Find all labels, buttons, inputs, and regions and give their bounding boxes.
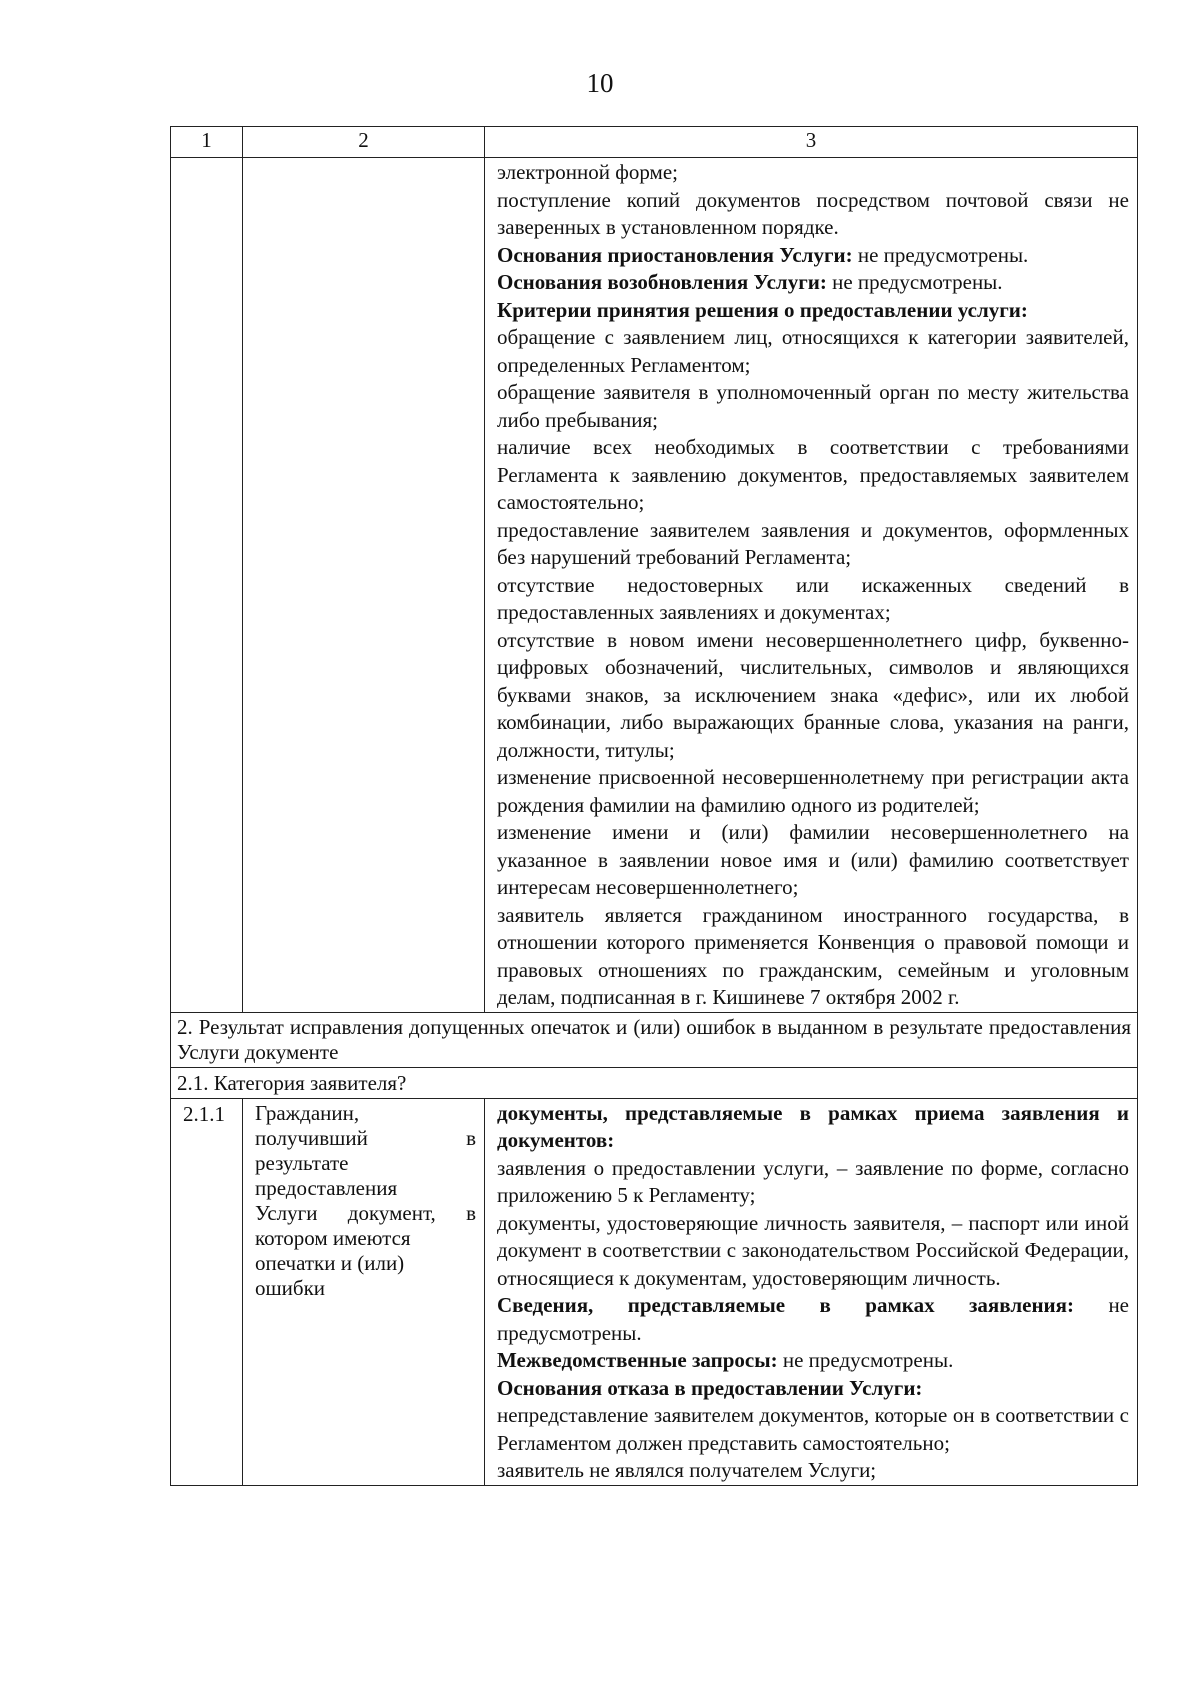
paragraph-text: поступление копий документов посредством почтовой связи не заверенных в установленном порядке. xyxy=(497,187,1129,239)
paragraph xyxy=(497,379,1129,434)
paragraph xyxy=(497,269,1129,297)
row211-number: 2.1.1 xyxy=(171,1098,243,1485)
paragraph-text: заявления о предоставлении услуги, – заявление по форме, согласно приложению 5 к Регламенту; xyxy=(497,1155,1129,1207)
paragraph xyxy=(497,627,1129,765)
paragraph xyxy=(497,517,1129,572)
section2-row xyxy=(171,1012,1138,1067)
paragraph xyxy=(497,764,1129,819)
bold-heading: Основания возобновления Услуги: xyxy=(497,270,827,294)
paragraph-text: изменение присвоенной несовершеннолетнему при регистрации акта рождения фамилии на фамилию одного из родителей; xyxy=(497,765,1129,817)
paragraph xyxy=(497,819,1129,902)
paragraph xyxy=(497,434,1129,517)
applicant-line: Гражданин, получивший в результате xyxy=(255,1100,476,1175)
paragraph xyxy=(497,324,1129,379)
paragraph-text: заявитель является гражданином иностранного государства, в отношении которого применяется Конвенция о правовой помощи и правовых отношениях по гражданским, семейным и уголовным делам, подписанная в г. Кишиневе 7 октября 2002 г. xyxy=(497,902,1129,1009)
paragraph-text: не предусмотрены. xyxy=(852,242,1029,267)
applicant-line: предоставления xyxy=(255,1175,398,1200)
row1-paragraphs xyxy=(497,159,1129,1012)
applicant-line: ошибки xyxy=(255,1275,326,1300)
paragraph-text: обращение с заявлением лиц, относящихся к категории заявителей, определенных Регламентом; xyxy=(497,325,1129,377)
paragraph-text: не предусмотрены. xyxy=(777,1348,954,1372)
paragraph-text: отсутствие недостоверных или искаженных сведений в предоставленных заявлениях и документах; xyxy=(497,572,1129,624)
paragraph-text: изменение имени и (или) фамилии несовершеннолетнего на указанное в заявлении новое имя и (или) фамилию соответствует интересам несовершеннолетнего; xyxy=(497,820,1129,899)
row1-col1 xyxy=(171,158,243,1013)
paragraph-text: непредставление заявителем документов, которые он в соответствии с Регламентом должен представить самостоятельно; xyxy=(497,1403,1129,1455)
paragraph xyxy=(497,1292,1129,1347)
paragraph-text: не предусмотрены. xyxy=(497,1293,1129,1345)
section21-row xyxy=(171,1067,1138,1098)
applicant-line: Услуги документ, в котором имеются xyxy=(255,1200,476,1250)
header-col-3: 3 xyxy=(485,127,1138,158)
row211-paragraphs xyxy=(497,1100,1129,1485)
paragraph-text: заявитель не являлся получателем Услуги; xyxy=(497,1458,877,1482)
paragraph xyxy=(497,1155,1129,1210)
paragraph-text: наличие всех необходимых в соответствии с требованиями Регламента к заявлению документов, предоставляемых заявителем самостоятельно; xyxy=(497,435,1129,514)
paragraph xyxy=(497,1100,1129,1155)
bold-heading: Межведомственные запросы: xyxy=(497,1348,778,1372)
paragraph-text: отсутствие в новом имени несовершеннолетнего цифр, буквенно-цифровых обозначений, числительных, символов и являющихся буквами знаков, за исключением знака «дефис», или их любой комбинации, либо выражающих бранные слова, указания на ранги, должности, титулы; xyxy=(497,627,1129,762)
paragraph xyxy=(497,1402,1129,1457)
bold-heading: Основания отказа в предоставлении Услуги: xyxy=(497,1375,923,1400)
bold-heading: Критерии принятия решения о предоставлении услуги: xyxy=(497,297,1028,322)
paragraph-text: электронной форме; xyxy=(497,160,678,184)
paragraph-text: предоставление заявителем заявления и документов, оформленных без нарушений требований Регламента; xyxy=(497,517,1129,569)
row1-col2 xyxy=(243,158,485,1013)
paragraph xyxy=(497,902,1129,1012)
bold-heading: Основания приостановления Услуги: xyxy=(497,242,853,267)
bold-heading: документы, представляемые в рамках приема заявления и документов: xyxy=(497,1100,1129,1152)
page-number: 10 xyxy=(586,68,614,98)
paragraph xyxy=(497,1457,1129,1485)
row1-col3 xyxy=(485,158,1138,1013)
table-row xyxy=(171,158,1138,1013)
paragraph-text: обращение заявителя в уполномоченный орган по месту жительства либо пребывания; xyxy=(497,380,1129,432)
services-table xyxy=(170,126,1138,1486)
section2-title: 2. Результат исправления допущенных опечаток и (или) ошибок в выданном в результате предоставления Услуги документе xyxy=(171,1012,1138,1067)
paragraph xyxy=(497,242,1129,270)
paragraph xyxy=(497,572,1129,627)
table-header-row xyxy=(171,127,1138,158)
header-col-1: 1 xyxy=(171,127,243,158)
header-col-2: 2 xyxy=(243,127,485,158)
paragraph-text: не предусмотрены. xyxy=(826,270,1003,294)
row211-col3 xyxy=(485,1098,1138,1485)
section21-title: 2.1. Категория заявителя? xyxy=(171,1067,1138,1098)
paragraph xyxy=(497,187,1129,242)
paragraph xyxy=(497,1210,1129,1293)
row211-applicant xyxy=(243,1098,485,1485)
paragraph xyxy=(497,1347,1129,1375)
applicant-line: опечатки и (или) xyxy=(255,1250,405,1275)
paragraph xyxy=(497,159,1129,187)
bold-heading: Сведения, представляемые в рамках заявления: xyxy=(497,1293,1075,1317)
paragraph xyxy=(497,297,1129,325)
table-row xyxy=(171,1098,1138,1485)
paragraph xyxy=(497,1375,1129,1403)
paragraph-text: документы, удостоверяющие личность заявителя, – паспорт или иной документ в соответствии с законодательством Российской Федерации, относящиеся к документам, удостоверяющим личность. xyxy=(497,1210,1129,1290)
